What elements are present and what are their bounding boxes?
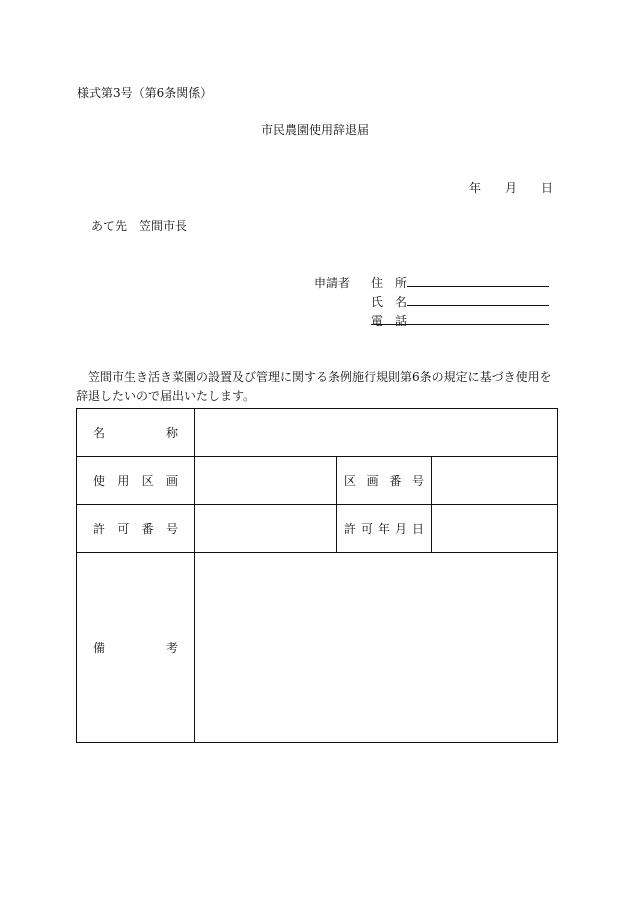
table-row [77,553,558,743]
date-year: 年 [469,181,482,195]
label-char: 名 [93,426,106,440]
label-char: 画 [366,474,379,488]
date-day: 日 [541,181,554,195]
label-char: 画 [165,474,178,488]
address-label [371,274,407,291]
name-cell-value[interactable] [195,409,558,457]
applicant-label: 申請者 [314,276,351,290]
address-label-char: 所 [394,276,407,290]
name-label-char: 名 [394,295,407,309]
label-char: 番 [389,474,402,488]
plot-number-cell-value[interactable] [432,457,558,505]
remarks-cell-value[interactable] [195,553,558,743]
plot-cell-value[interactable] [195,457,337,505]
phone-label-char: 電 [371,314,384,328]
body-text: 笠間市生き活き菜園の設置及び管理に関する条例施行規則第6条の規定に基づき使用を辞退したいので届出いたします。 [76,370,552,403]
label-char: 可 [360,522,373,536]
phone-label-char: 話 [394,314,407,328]
address-label-char: 住 [371,276,384,290]
label-char: 日 [411,522,424,536]
name-label [371,293,407,310]
label-char: 用 [117,474,130,488]
table-row [77,457,558,505]
form-table [76,408,558,743]
label-underline [371,324,407,325]
date-month: 月 [505,181,518,195]
label-char: 可 [117,522,130,536]
label-char: 考 [165,641,178,655]
document-title: 市民農園使用辞退届 [260,123,369,137]
table-row [77,409,558,457]
addressee [91,217,187,234]
label-char: 区 [344,474,357,488]
phone-field[interactable] [407,324,549,325]
label-char: 称 [165,426,178,440]
label-char: 許 [93,522,106,536]
plot-number-cell-label [337,457,432,505]
form-number: 様式第3号（第6条関係） [77,86,213,100]
permit-number-cell-label [77,505,195,553]
label-char: 番 [141,522,154,536]
label-char: 年 [377,522,390,536]
address-field[interactable] [407,286,549,287]
label-char: 月 [394,522,407,536]
name-cell-label [77,409,195,457]
name-field[interactable] [407,305,549,306]
permit-date-cell-value[interactable] [432,505,558,553]
table-row [77,505,558,553]
date-line [469,179,553,196]
label-char: 許 [344,522,357,536]
label-char: 備 [93,641,106,655]
phone-label [371,312,407,329]
remarks-cell-label [77,553,195,743]
label-char: 使 [93,474,106,488]
label-char: 区 [141,474,154,488]
label-char: 号 [165,522,178,536]
permit-date-cell-label [337,505,432,553]
permit-number-cell-value[interactable] [195,505,337,553]
addressee-name: 笠間市長 [139,219,188,233]
label-char: 号 [411,474,424,488]
name-label-char: 氏 [371,295,384,309]
addressee-label: あて先 [91,219,128,233]
plot-cell-label [77,457,195,505]
